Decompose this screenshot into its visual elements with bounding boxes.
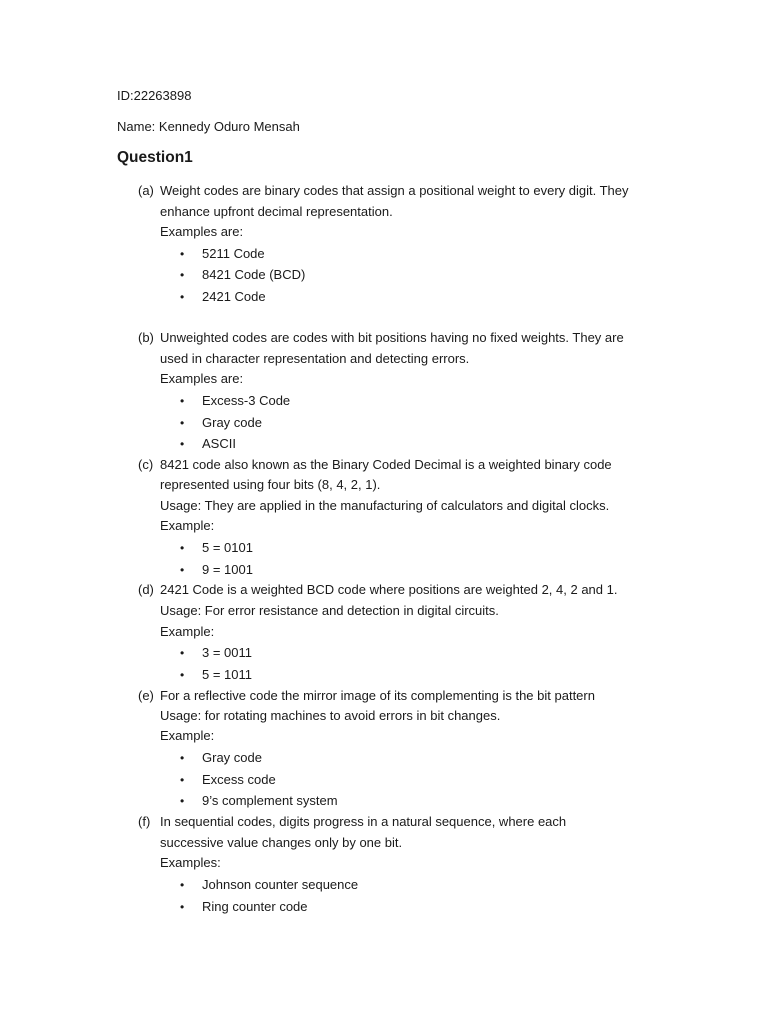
item-marker: (e) bbox=[138, 688, 154, 703]
question-title: Question1 bbox=[117, 149, 193, 166]
item-text-line: 8421 code also known as the Binary Coded Decimal is a weighted binary code bbox=[160, 457, 612, 472]
item-text-line: Examples are: bbox=[160, 224, 244, 239]
list-item: Ring counter code bbox=[202, 899, 308, 914]
bullet-icon: • bbox=[180, 878, 185, 892]
list-item: Excess-3 Code bbox=[202, 393, 291, 408]
item-text-line: used in character representation and detecting errors. bbox=[160, 351, 470, 366]
bullet-icon: • bbox=[180, 668, 185, 682]
item-text-line: Examples are: bbox=[160, 371, 244, 386]
item-text-line: Example: bbox=[160, 518, 215, 533]
item-marker: (c) bbox=[138, 457, 154, 472]
student-id: ID:22263898 bbox=[117, 88, 192, 103]
list-item: 3 = 0011 bbox=[202, 645, 253, 660]
item-text-line: Unweighted codes are codes with bit positions having no fixed weights. They are bbox=[160, 330, 624, 345]
item-text-line: Usage: They are applied in the manufacturing of calculators and digital clocks. bbox=[160, 498, 610, 513]
bullet-icon: • bbox=[180, 751, 185, 765]
item-text-line: For a reflective code the mirror image of its complementing is the bit pattern bbox=[160, 688, 595, 703]
item-text-line: successive value changes only by one bit. bbox=[160, 835, 403, 850]
list-item: Gray code bbox=[202, 415, 262, 430]
item-text-line: enhance upfront decimal representation. bbox=[160, 204, 393, 219]
list-item: 5 = 1011 bbox=[202, 667, 253, 682]
item-text-line: Weight codes are binary codes that assign a positional weight to every digit. They bbox=[160, 183, 629, 198]
item-marker: (f) bbox=[138, 814, 151, 829]
bullet-icon: • bbox=[180, 563, 185, 577]
list-item: 2421 Code bbox=[202, 289, 266, 304]
list-item: ASCII bbox=[202, 436, 236, 451]
list-item: Johnson counter sequence bbox=[202, 877, 359, 892]
item-text-line: Examples: bbox=[160, 855, 221, 870]
item-text-line: Usage: For error resistance and detection in digital circuits. bbox=[160, 603, 499, 618]
list-item: Gray code bbox=[202, 750, 262, 765]
bullet-icon: • bbox=[180, 290, 185, 304]
item-text-line: Example: bbox=[160, 624, 215, 639]
bullet-icon: • bbox=[180, 773, 185, 787]
bullet-icon: • bbox=[180, 646, 185, 660]
item-text-line: represented using four bits (8, 4, 2, 1). bbox=[160, 477, 381, 492]
list-item: 9’s complement system bbox=[202, 793, 338, 808]
item-text-line: In sequential codes, digits progress in a natural sequence, where each bbox=[160, 814, 567, 829]
bullet-icon: • bbox=[180, 541, 185, 555]
bullet-icon: • bbox=[180, 900, 185, 914]
bullet-icon: • bbox=[180, 416, 185, 430]
list-item: 8421 Code (BCD) bbox=[202, 267, 306, 282]
item-marker: (b) bbox=[138, 330, 154, 345]
student-name: Name: Kennedy Oduro Mensah bbox=[117, 119, 300, 134]
list-item: Excess code bbox=[202, 772, 276, 787]
item-marker: (d) bbox=[138, 582, 154, 597]
list-item: 5 = 0101 bbox=[202, 540, 253, 555]
bullet-icon: • bbox=[180, 437, 185, 451]
item-text-line: Example: bbox=[160, 728, 215, 743]
bullet-icon: • bbox=[180, 247, 185, 261]
list-item: 5211 Code bbox=[202, 246, 265, 261]
list-item: 9 = 1001 bbox=[202, 562, 253, 577]
item-marker: (a) bbox=[138, 183, 154, 198]
bullet-icon: • bbox=[180, 794, 185, 808]
item-text-line: 2421 Code is a weighted BCD code where positions are weighted 2, 4, 2 and 1. bbox=[160, 582, 618, 597]
bullet-icon: • bbox=[180, 268, 185, 282]
bullet-icon: • bbox=[180, 394, 185, 408]
item-text-line: Usage: for rotating machines to avoid errors in bit changes. bbox=[160, 708, 501, 723]
